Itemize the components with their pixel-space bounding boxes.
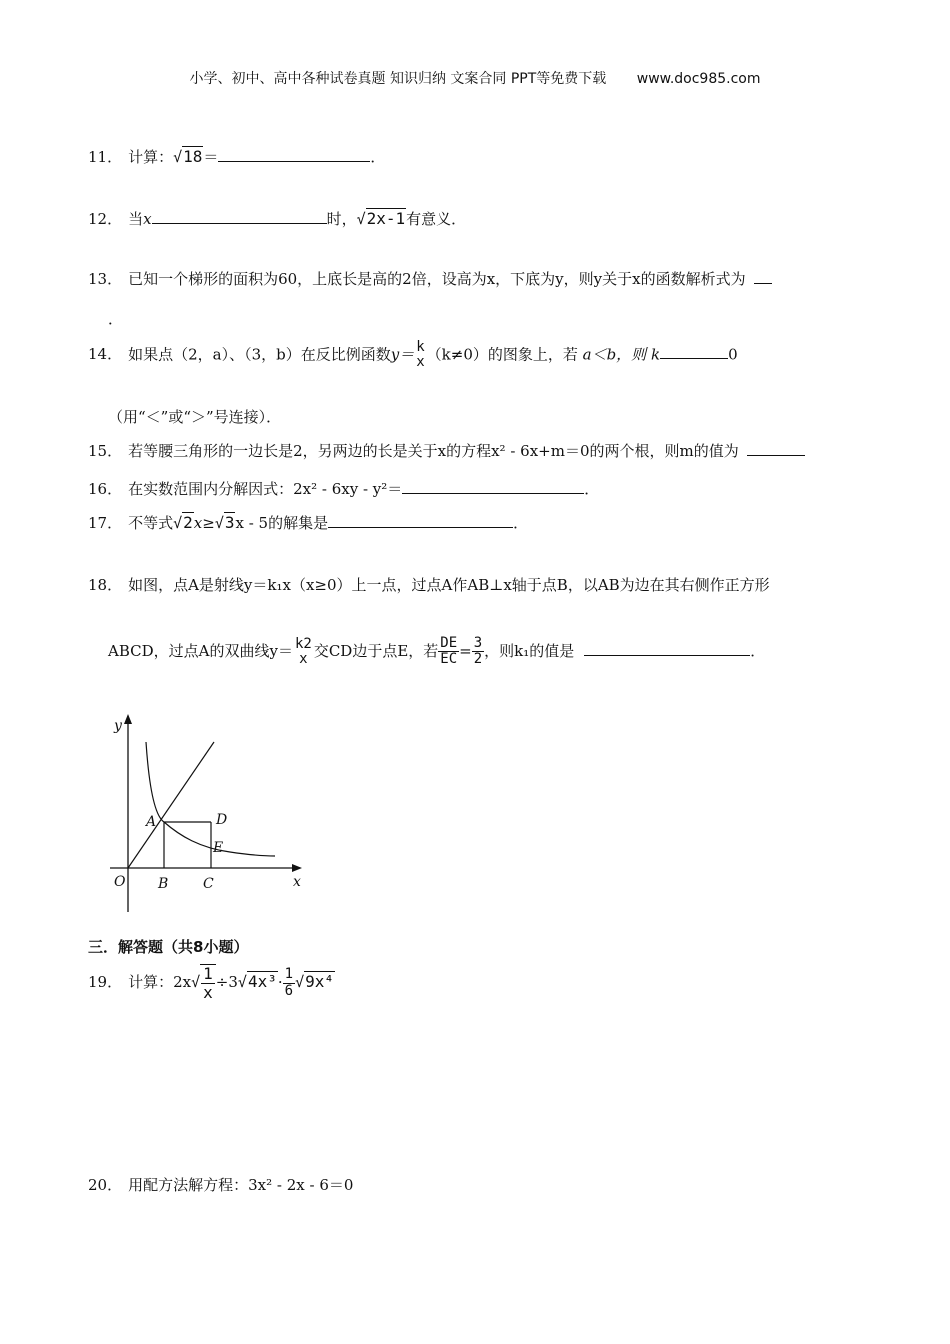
question-14	[88, 340, 738, 371]
answer-blank[interactable]	[747, 441, 805, 456]
answer-blank[interactable]	[754, 269, 772, 284]
question-text: 计算：2x	[128, 973, 192, 992]
label-e: E	[213, 840, 224, 856]
x-axis-arrow-icon	[292, 864, 302, 872]
radicand: 2x-1	[366, 209, 406, 228]
question-20	[88, 1174, 353, 1195]
fraction-k2-over-x	[293, 637, 314, 668]
section-title: 三．解答题（共8小题）	[88, 938, 249, 956]
denominator: x	[203, 982, 213, 1002]
header-text: 小学、初中、高中各种试卷真题 知识归纳 文案合同 PPT等免费下载	[189, 71, 607, 87]
numerator: DE	[440, 635, 458, 651]
label-a: A	[146, 814, 157, 830]
label-d: D	[216, 812, 228, 828]
question-text: （k≠0）的图象上，若	[426, 345, 578, 364]
sqrt-expression: √18	[173, 147, 203, 166]
label-b: B	[158, 876, 169, 892]
denominator: EC	[440, 651, 458, 668]
zero: 0	[728, 345, 738, 364]
period: ．	[584, 480, 600, 498]
answer-blank[interactable]	[218, 147, 370, 162]
denominator: 2	[473, 651, 483, 668]
question-text: 有意义．	[406, 210, 467, 228]
question-18	[88, 574, 770, 595]
radicand: 4x³	[247, 972, 277, 992]
period: ．	[750, 641, 766, 660]
sqrt-4x3: √4x³	[237, 972, 277, 992]
operator: ÷3	[215, 973, 238, 992]
question-15	[88, 440, 805, 461]
answer-blank[interactable]	[152, 209, 327, 224]
equals-sign: =	[459, 641, 472, 660]
question-17	[88, 512, 528, 533]
label-y: y	[114, 718, 122, 734]
ray-line	[128, 742, 214, 868]
question-text: 当	[128, 210, 144, 228]
radicand: 9x⁴	[305, 972, 334, 992]
question-number: 13．	[88, 270, 123, 288]
condition: a＜b，则	[582, 345, 647, 364]
denominator: 6	[284, 982, 294, 999]
question-text: 用配方法解方程：3x² - 2x - 6＝0	[128, 1176, 354, 1194]
numerator: 1	[284, 966, 294, 983]
fraction-1-over-6	[283, 967, 295, 999]
answer-blank[interactable]	[402, 479, 584, 494]
question-13	[88, 268, 772, 289]
equals-sign: ＝	[203, 148, 219, 166]
denominator: x	[299, 650, 308, 667]
question-11	[88, 146, 385, 167]
question-12	[88, 208, 466, 229]
label-o: O	[114, 874, 126, 890]
radicand: 2	[183, 513, 193, 532]
numerator: k2	[294, 635, 312, 652]
sqrt-3: √3	[214, 513, 235, 532]
question-14-line2: （用“＜”或“＞”号连接）．	[108, 408, 282, 426]
question-number: 16．	[88, 480, 123, 498]
fraction-3-over-2	[472, 636, 484, 668]
question-text: 已知一个梯形的面积为60，上底长是高的2倍，设高为x，下底为y，则y关于x的函数解析式为	[128, 270, 746, 288]
answer-blank[interactable]	[660, 344, 728, 359]
variable-k: k	[650, 345, 661, 364]
fraction-de-over-ec	[438, 636, 459, 668]
radicand: 18	[183, 147, 203, 166]
period: ．	[370, 148, 386, 166]
question-text: x≥	[193, 514, 215, 532]
answer-blank[interactable]	[584, 641, 750, 656]
radicand	[200, 964, 216, 1001]
variable: x	[143, 210, 152, 228]
numerator: 3	[473, 635, 483, 651]
question-text: x - 5的解集是	[235, 514, 329, 532]
question-text: 在实数范围内分解因式：2x² - 6xy - y²＝	[128, 480, 403, 498]
y-axis-arrow-icon	[124, 714, 132, 724]
question-text: 如图，点A是射线y＝k₁x（x≥0）上一点，过点A作AB⊥x轴于点B，以AB为边在其右侧作正方形	[128, 576, 770, 594]
question-number: 11．	[88, 148, 123, 166]
question-number: 15．	[88, 442, 123, 460]
sqrt-9x4: √9x⁴	[295, 972, 334, 992]
radicand: 3	[224, 513, 235, 532]
denominator: x	[416, 354, 425, 371]
question-18-line2	[108, 636, 765, 668]
header-site: www.doc985.com	[636, 71, 761, 87]
question-number: 14．	[88, 345, 123, 364]
question-text: 时，	[326, 210, 357, 228]
question-text: 若等腰三角形的一边长是2，另两边的长是关于x的方程x² - 6x+m＝0的两个根，则m的值为	[128, 442, 739, 460]
question-number: 18．	[88, 576, 123, 594]
sqrt-2: √2	[173, 513, 193, 532]
numerator: k	[416, 339, 425, 355]
answer-blank[interactable]	[328, 513, 513, 528]
label-x: x	[293, 874, 301, 890]
question-text: 计算：	[128, 148, 174, 166]
sqrt-expression: √2x-1	[356, 209, 406, 228]
question-19	[88, 964, 335, 1001]
question-text: 不等式	[128, 514, 174, 532]
question-number: 19．	[88, 973, 123, 992]
sqrt-frac-1-over-x: √ $\frac{1}{x}$	[191, 964, 216, 1001]
period: ．	[513, 514, 529, 532]
label-c: C	[203, 876, 214, 892]
question-text: ABCD，过点A的双曲线y＝	[108, 641, 293, 660]
question-number: 12．	[88, 210, 123, 228]
function-y: y＝	[390, 345, 415, 364]
question-text: ，则k₁的值是	[484, 641, 575, 660]
question-number: 17．	[88, 514, 123, 532]
fraction-k-over-x	[414, 340, 426, 371]
figure-diagram	[100, 712, 320, 922]
page-header	[0, 68, 950, 88]
question-text: 交CD边于点E，若	[313, 641, 439, 660]
question-13-line2: ．	[108, 310, 124, 328]
question-16	[88, 478, 599, 499]
numerator: 1	[203, 964, 213, 983]
question-text: 如果点（2，a）、（3，b）在反比例函数	[128, 345, 391, 364]
operator: ·	[277, 973, 283, 992]
question-number: 20．	[88, 1176, 123, 1194]
